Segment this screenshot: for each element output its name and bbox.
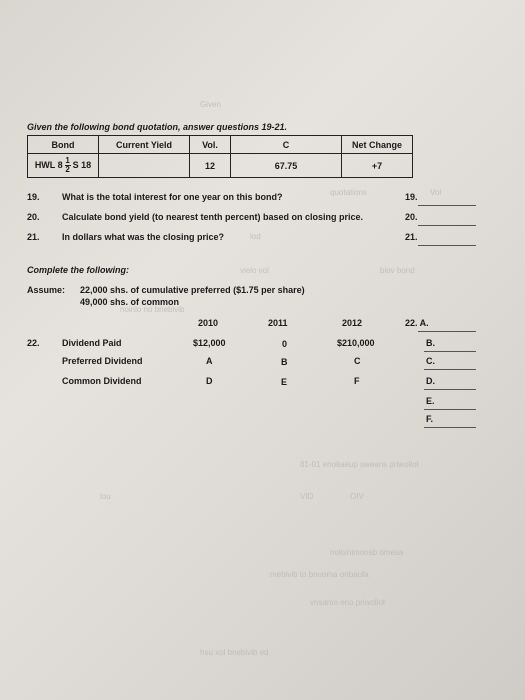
answer-20-label: 20.: [405, 212, 418, 222]
fraction-numerator: 1: [65, 156, 70, 165]
answer-21-label: 21.: [405, 232, 418, 242]
question-20-number: 20.: [27, 212, 40, 222]
dividend-paid-2012: $210,000: [337, 338, 375, 348]
header-current-yield: Current Yield: [99, 136, 190, 154]
answer-22b-label: B.: [426, 338, 435, 348]
header-close: C: [231, 136, 342, 154]
preferred-2011: B: [281, 357, 288, 367]
preferred-2010: A: [206, 356, 213, 366]
question-21-number: 21.: [27, 232, 40, 242]
answer-22f-label: F.: [426, 414, 434, 424]
dividend-paid-2010: $12,000: [193, 338, 226, 348]
year-2012: 2012: [342, 318, 363, 328]
answer-19-line[interactable]: [418, 205, 476, 206]
year-2011: 2011: [268, 318, 288, 328]
answer-22a-line[interactable]: [418, 331, 476, 332]
cell-close: 67.75: [231, 154, 342, 178]
header-vol: Vol.: [190, 136, 231, 154]
row-label-common-dividend: Common Dividend: [62, 376, 142, 386]
answer-22c-label: C.: [426, 356, 435, 366]
common-2010: D: [206, 376, 213, 386]
row-label-dividend-paid: Dividend Paid: [62, 338, 122, 348]
question-22-number: 22.: [27, 338, 40, 348]
answer-22a-label: 22. A.: [405, 318, 429, 328]
answer-20-line[interactable]: [418, 225, 476, 226]
row-label-preferred-dividend: Preferred Dividend: [62, 356, 143, 366]
preferred-2012: C: [354, 356, 361, 366]
answer-22c-line[interactable]: [424, 369, 476, 370]
table-row: [28, 154, 413, 178]
question-19-text: What is the total interest for one year on this bond?: [62, 192, 283, 202]
bond-maturity: S 18: [72, 159, 92, 170]
assume-line-common: 49,000 shs. of common: [80, 297, 180, 307]
common-2011: E: [281, 377, 288, 387]
answer-19-label: 19.: [405, 192, 418, 202]
question-19-number: 19.: [27, 192, 40, 202]
answer-21-line[interactable]: [418, 245, 476, 246]
answer-22e-line[interactable]: [424, 409, 476, 410]
answer-22f-line[interactable]: [424, 427, 476, 428]
question-20-text: Calculate bond yield (to nearest tenth percent) based on closing price.: [62, 212, 364, 222]
answer-22e-label: E.: [426, 396, 435, 406]
answer-22d-label: D.: [426, 376, 435, 386]
header-bond: Bond: [28, 136, 99, 154]
common-2012: F: [354, 376, 360, 386]
cell-net-change: +7: [342, 154, 413, 178]
assume-line-preferred: 22,000 shs. of cumulative preferred ($1.75 per share): [80, 285, 305, 295]
answer-22b-line[interactable]: [424, 351, 476, 352]
answer-22d-line[interactable]: [424, 389, 476, 390]
fraction-denominator: 2: [65, 165, 70, 174]
dividend-paid-2011: 0: [282, 339, 288, 349]
assume-label: Assume:: [27, 285, 66, 295]
cell-vol: 12: [190, 154, 231, 178]
bond-fraction: [65, 157, 71, 174]
instructions-heading: Given the following bond quotation, answer questions 19-21.: [27, 122, 288, 132]
header-net-change: Net Change: [342, 136, 413, 154]
complete-heading: Complete the following:: [27, 265, 129, 275]
year-2010: 2010: [198, 318, 219, 328]
cell-bond: [28, 154, 99, 178]
bond-quote-table: [27, 135, 413, 178]
table-header-row: [28, 136, 413, 154]
question-21-text: In dollars what was the closing price?: [62, 232, 225, 242]
bond-name: HWL 8: [34, 159, 63, 170]
cell-current-yield: [99, 154, 190, 178]
